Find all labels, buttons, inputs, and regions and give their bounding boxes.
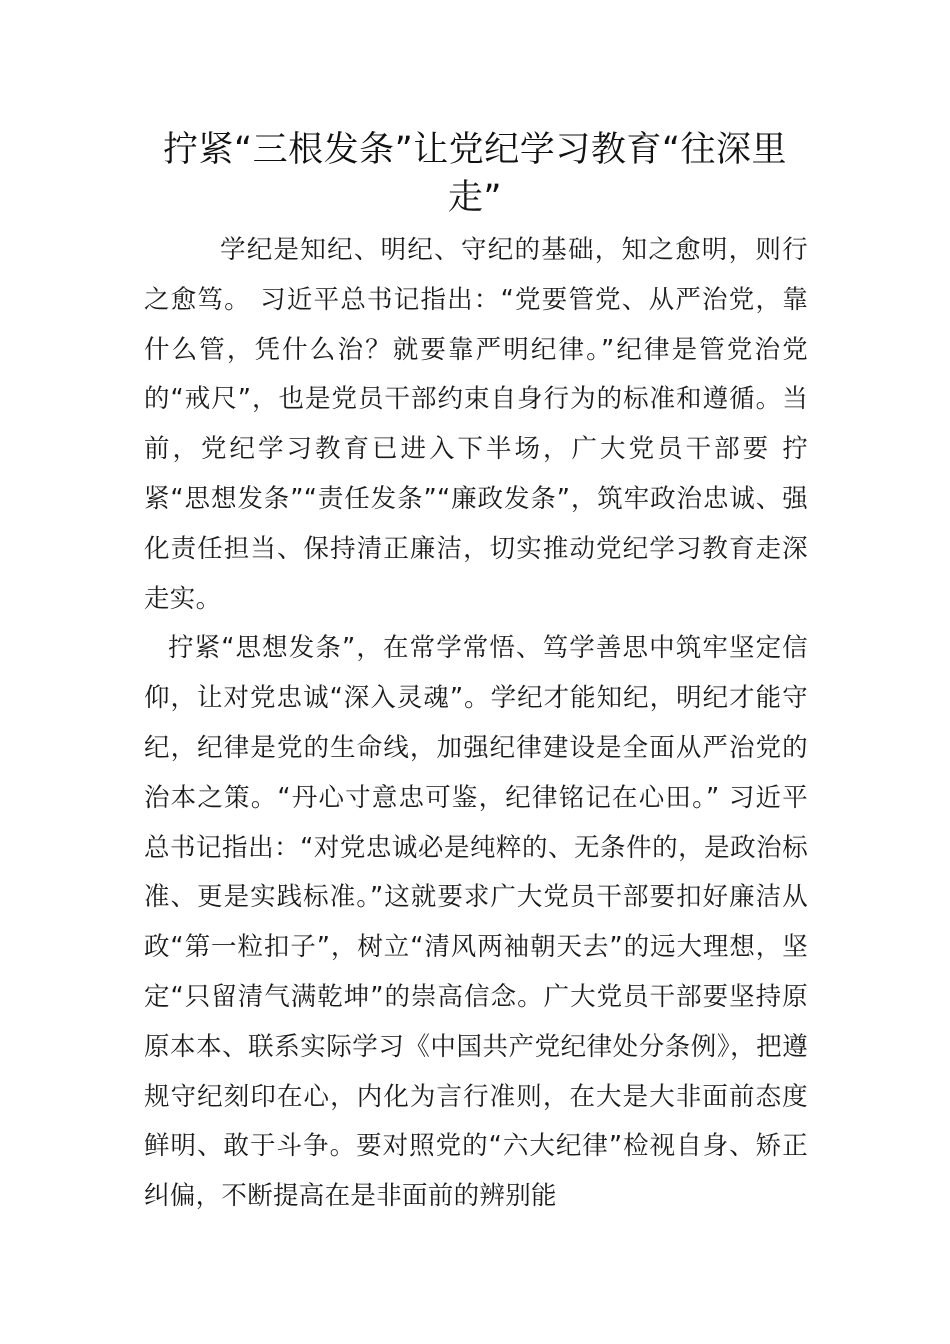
document-body xyxy=(144,226,808,1222)
document-title: 拧紧“三根发条”让党纪学习教育“往深里走” xyxy=(163,130,787,218)
paragraph-thought-spring: 拧紧“思想发条”，在常学常悟、笃学善思中筑牢坚定信仰，让对党忠诚“深入灵魂”。学纪才能知纪，明纪才能守纪，纪律是党的生命线，加强纪律建设是全面从严治党的治本之策。“丹心寸意忠可鉴，纪律铭记在心田。” 习近平总书记指出：“对党忠诚必是纯粹的、无条件的，是政治标准、更是实践标准。”这就要求广大党员干部要扣好廉洁从政“第一粒扣子”，树立“清风两袖朝天去”的远大理想，坚定“只留清气满乾坤”的崇高信念。广大党员干部要坚持原原本本、联系实际学习《中国共产党纪律处分条例》，把遵规守纪刻印在心，内化为言行准则，在大是大非面前态度鲜明、敢于斗争。要对照党的“六大纪律”检视自身、矫正纠偏，不断提高在是非面前的辨别能 xyxy=(144,633,808,1212)
paragraph-intro: 学纪是知纪、明纪、守纪的基础，知之愈明，则行之愈笃。 习近平总书记指出：“党要管党、从严治党，靠什么管，凭什么治？就要靠严明纪律。”纪律是管党治党的“戒尺”，也是党员干部约束自身行为的标准和遵循。当前，党纪学习教育已进入下半场，广大党员干部要 拧紧“思想发条”“责任发条”“廉政发条”，筑牢政治忠诚、强化责任担当、保持清正廉洁，切实推动党纪学习教育走深走实。 xyxy=(144,235,808,614)
